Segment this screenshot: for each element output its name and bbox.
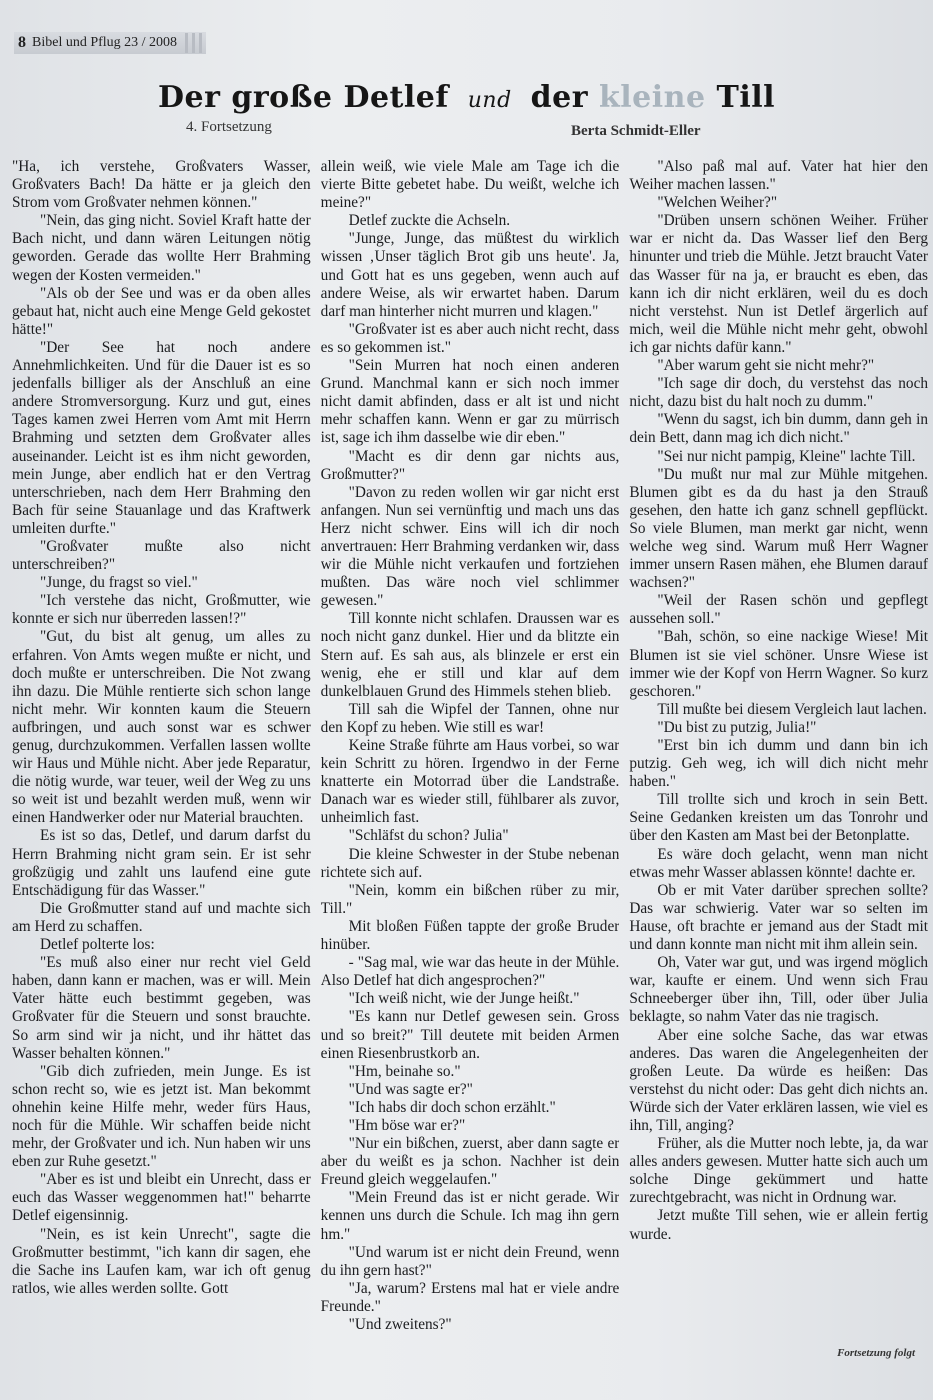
paragraph: "Aber es ist und bleibt ein Unrecht, dass er euch das Wasser weggenommen hat!" beharrte Detlef eigensinnig.	[12, 1171, 311, 1225]
paragraph: "Sein Murren hat noch einen anderen Grund. Manchmal kann er sich noch immer nicht damit abfinden, dass er alt ist und nicht mehr schaffen kann. Wenn er gar zu mürrisch ist, sage ich ihm dasselbe wie dir eben."	[320, 357, 620, 447]
paragraph: "Der See hat noch andere Annehmlichkeiten. Und für die Dauer ist es so jedenfalls billiger als der Anschluß an eine andere Stromversorgung. Kurz und gut, eines Tages kamen zwei Herren vom Amt mit Herrn Brahming und setzten dem Großvater alles auseinander. Leicht ist es ihm nicht geworden, mein Junge, aber endlich hat er den Vertrag unterschrieben, nach dem Herr Brahming den Bach für seine Stauanlage und das Kraftwerk umleiten durfte."	[12, 338, 311, 537]
paragraph: "Bah, schön, so eine nackige Wiese! Mit Blumen ist sie viel schöner. Unsre Wiese ist immer wie der Kopf von Herrn Wagner. So kurz geschoren."	[629, 628, 929, 700]
paragraph: "Drüben unsern schönen Weiher. Früher war er nicht da. Das Wasser lief den Berg hinunter und trieb die Mühle. Jetzt braucht Vater das Wasser für na ja, er braucht es eben, das kann ich dir nicht erklären, weil du es doch nicht verstehst. Nun ist Detlef ärgerlich auf mich, weil die Mühle nicht mehr geht, obwohl ich gar nichts dafür kann."	[629, 212, 929, 356]
paragraph: "Nein, das ging nicht. Soviel Kraft hatte der Bach nicht, und dann wären Leitungen nötig geworden. Gerade das wollte Herr Brahming wegen der Kosten vermeiden."	[12, 212, 311, 284]
paragraph: Till sah die Wipfel der Tannen, ohne nur den Kopf zu heben. Wie still es war!	[320, 700, 620, 736]
paragraph: Ob er mit Vater darüber sprechen sollte? Das war schwierig. Vater war so selten im Hause, oft brachte er jemand aus der Stadt mit und dann konnte man nicht mit ihm allein sein.	[629, 881, 929, 954]
paragraph: "Ich verstehe das nicht, Großmutter, wie konnte er sich nur überreden lassen!?"	[12, 592, 311, 628]
paragraph: Keine Straße führte am Haus vorbei, so war kein Schritt zu hören. Irgendwo in der Ferne knatterte ein Motorrad über die Landstraße. Danach war es wieder still, fühlbarer als zuvor, unheimlich fast.	[320, 737, 620, 827]
paragraph: Detlef zuckte die Achseln.	[348, 212, 511, 230]
paragraph: Till konnte nicht schlafen. Draussen war es noch nicht ganz dunkel. Hier und da blitzte ein Stern auf. Es sah aus, als blinzele er erst ein wenig, ehe er still und klar auf dem dunkelblauen Grund des Himmels stehen blieb.	[320, 610, 620, 700]
paragraph: "Es muß also einer nur recht viel Geld haben, dann kann er machen, was er will. Mein Vater hätte euch bestimmt gegeben, was Großvater für die Steuern und sonst brauchte. So arm sind wir ja nicht, und ihr hättet das Wasser behalten können."	[12, 954, 311, 1062]
article-subtitle: 4. Fortsetzung	[186, 119, 272, 135]
paragraph: "Großvater ist es aber auch nicht recht, dass es so gekommen ist."	[320, 320, 620, 356]
paragraph: "Großvater mußte also nicht unterschreiben?"	[12, 537, 311, 574]
title-der: der	[530, 80, 589, 115]
title-part-1: Der große Detlef	[157, 80, 449, 115]
paragraph: "Und warum ist er nicht dein Freund, wenn du ihn gern hast?"	[320, 1243, 620, 1279]
article-title	[0, 80, 933, 115]
paragraph: "Erst bin ich dumm und dann bin ich putzig. Geh weg, ich will dich nicht mehr haben."	[629, 737, 929, 791]
paragraph: "Hm böse war er?"	[348, 1116, 466, 1134]
paragraph: Detlef polterte los:	[40, 936, 155, 954]
title-kleine: kleine	[598, 80, 706, 115]
paragraph: "Nur ein bißchen, zuerst, aber dann sagte er aber du weißt es ja schon. Nachher ist dein Freund gleich weggelaufen."	[320, 1135, 620, 1189]
paragraph: "Und was sagte er?"	[348, 1080, 473, 1098]
paragraph: "Also paß mal auf. Vater hat hier den Weiher machen lassen."	[629, 158, 929, 194]
paragraph: "Du mußt nur mal zur Mühle mitgehen. Blumen gibt es da du hast ja den Strauß gesehen, den hatte ich ganz schnell gepflückt. So viele Blumen, man merkt gar nicht, wenn welche weg sind. Warum muß Herr Wagner immer unsern Rasen mähen, ehe Blumen darauf wachsen?"	[629, 465, 929, 592]
paragraph: "Und zweitens?"	[348, 1316, 452, 1333]
paragraph: Mit bloßen Füßen tappte der große Bruder hinüber.	[320, 917, 620, 954]
paragraph: Es ist so das, Detlef, und darum darfst du Herrn Brahming nicht gram sein. Er ist sehr großzügig und zahlt uns laufend eine gute Entschädigung für das Wasser."	[12, 827, 311, 899]
publication-name: Bibel und Pflug 23 / 2008	[32, 35, 178, 50]
paragraph: "Weil der Rasen schön und gepflegt aussehen soll."	[629, 592, 929, 628]
paragraph: "Ich sage dir doch, du verstehst das noch nicht, dazu bist du halt noch zu dumm."	[629, 375, 929, 411]
paragraph: "Junge, Junge, das müßtest du wirklich wissen ‚Unser täglich Brot gib uns heute'. Ja, und Gott hat es uns gegeben, wenn auch auf andere Weise, als wir erwartet haben. Darum darf man hinterher nicht murren und klagen."	[320, 230, 620, 320]
header-decoration	[185, 33, 202, 53]
paragraph: - "Sag mal, wie war das heute in der Mühle. Also Detlef hat dich angesprochen?"	[320, 954, 620, 990]
text-column-3	[629, 158, 928, 1370]
paragraph: "Gib dich zufrieden, mein Junge. Es ist schon recht so, wie es jetzt ist. Man bekommt ohnehin keine Hilfe mehr, weder fürs Haus, noch für die Mühle. Wir schaffen beide nicht mehr, der Großvater und ich. Nun haben wir uns eben zur Ruhe gesetzt."	[12, 1062, 311, 1171]
continuation-note: Fortsetzung folgt	[837, 1347, 915, 1359]
page-number: 8	[18, 34, 26, 51]
paragraph: "Sei nur nicht pampig, Kleine" lachte Till.	[657, 447, 916, 465]
paragraph: "Mein Freund das ist er nicht gerade. Wir kennen uns durch die Schule. Ich mag ihn gern hm."	[320, 1189, 620, 1243]
paragraph: "Wenn du sagst, ich bin dumm, dann geh in dein Bett, dann mag ich dich nicht."	[629, 411, 929, 447]
title-till: Till	[716, 80, 776, 115]
paragraph: allein weiß, wie viele Male am Tage ich die vierte Bitte gebetet habe. Du weißt, welche ich meine?"	[320, 158, 620, 212]
paragraph: "Du bist zu putzig, Julia!"	[657, 718, 817, 736]
article-author: Berta Schmidt-Eller	[571, 123, 701, 139]
paragraph: Früher, als die Mutter noch lebte, ja, da war alles anders gewesen. Mutter hatte sich auch um solche Dinge gekümmert und hatte zurechtgebracht, was nicht in Ordnung war.	[629, 1135, 929, 1207]
paragraph: "Ich habs dir doch schon erzählt."	[348, 1098, 556, 1116]
paragraph: "Junge, du fragst so viel."	[40, 574, 198, 592]
paragraph: "Macht es dir denn gar nichts aus, Großmutter?"	[320, 447, 620, 483]
paragraph: "Es kann nur Detlef gewesen sein. Gross und so breit?" Till deutete mit beiden Armen einen Riesenbrustkorb an.	[320, 1008, 620, 1062]
paragraph: "Ja, warum? Erstens mal hat er viele andre Freunde."	[320, 1279, 620, 1315]
paragraph: "Schläfst du schon? Julia"	[348, 827, 509, 845]
paragraph: "Aber warum geht sie nicht mehr?"	[657, 357, 875, 375]
paragraph: "Hm, beinahe so."	[348, 1062, 461, 1080]
paragraph: Aber eine solche Sache, das war etwas anderes. Das waren die Angelegenheiten der großen Leute. Da würde es heißen: Das verstehst du nicht oder: Das geht dich nichts an. Würde sich der Vater erklären lassen, wie viel es ihn, Till, anging?	[629, 1026, 929, 1134]
paragraph: "Ich weiß nicht, wie der Junge heißt."	[348, 990, 580, 1008]
paragraph: Es wäre doch gelacht, wenn man nicht etwas mehr Wasser ablassen könnte! dachte er.	[629, 845, 929, 881]
article-body	[12, 158, 928, 1370]
paragraph: "Davon zu reden wollen wir gar nicht erst anfangen. Nun sei vernünftig und mach uns das Herz nicht schwer. Eins will ich dir noch anvertrauen: Herr Brahming verdanken wir, dass wir die Mühle nicht verkaufen und fortziehen mußten. Das wäre noch viel schlimmer gewesen."	[320, 483, 620, 610]
paragraph: Jetzt mußte Till sehen, wie er allein fertig wurde.	[629, 1207, 929, 1243]
paragraph: Die kleine Schwester in der Stube nebenan richtete sich auf.	[320, 845, 620, 881]
paragraph: "Als ob der See und was er da oben alles gebaut hat, nicht auch eine Menge Geld gekostet hätte!"	[12, 284, 311, 338]
paragraph: Oh, Vater war gut, und was irgend möglich war, kaufte er einem. Und wenn sich Frau Schneeberger über ihn, Till, oder über Julia beklagte, so nahm Vater das nie tragisch.	[629, 954, 929, 1026]
paragraph: "Nein, es ist kein Unrecht", sagte die Großmutter bestimmt, "ich kann dir sagen, ehe die Sache ins Laufen kam, war ich oft genug ratlos, wie alles werden sollte. Gott	[12, 1225, 311, 1297]
paragraph: Till trollte sich und kroch in sein Bett. Seine Gedanken kreisten um das Tonrohr und über den Kasten am Mast bei der Betonplatte.	[629, 791, 929, 845]
text-column-2	[321, 158, 620, 1370]
text-column-1	[12, 158, 311, 1370]
paragraph: Till mußte bei diesem Vergleich laut lachen.	[657, 700, 927, 718]
paragraph: Die Großmutter stand auf und machte sich am Herd zu schaffen.	[12, 899, 311, 935]
page-header	[14, 32, 206, 54]
paragraph: "Welchen Weiher?"	[657, 194, 778, 212]
paragraph: "Nein, komm ein bißchen rüber zu mir, Till."	[320, 881, 620, 917]
paragraph: "Ha, ich verstehe, Großvaters Wasser, Großvaters Bach! Da hätte er ja gleich den Strom vom Großvater nehmen können."	[12, 158, 311, 212]
title-und: und	[467, 88, 512, 113]
paragraph: "Gut, du bist alt genug, um alles zu erfahren. Von Amts wegen mußte er nicht, und doch mußte er unterschreiben. Die Not zwang ihn dazu. Die Mühle rentierte sich schon lange nicht mehr. Wir konnten kaum die Steuern aufbringen, und auch sonst war es schwer genug, durchzukommen. Verfallen lassen wollte wir Haus und Mühle nicht. Aber jede Reparatur, die nötig wurde, war teuer, weil der Weg zu uns so weit ist und bezahlt werden muß, wenn wir einen Handwerker oder nur Material brauchten.	[12, 628, 311, 827]
